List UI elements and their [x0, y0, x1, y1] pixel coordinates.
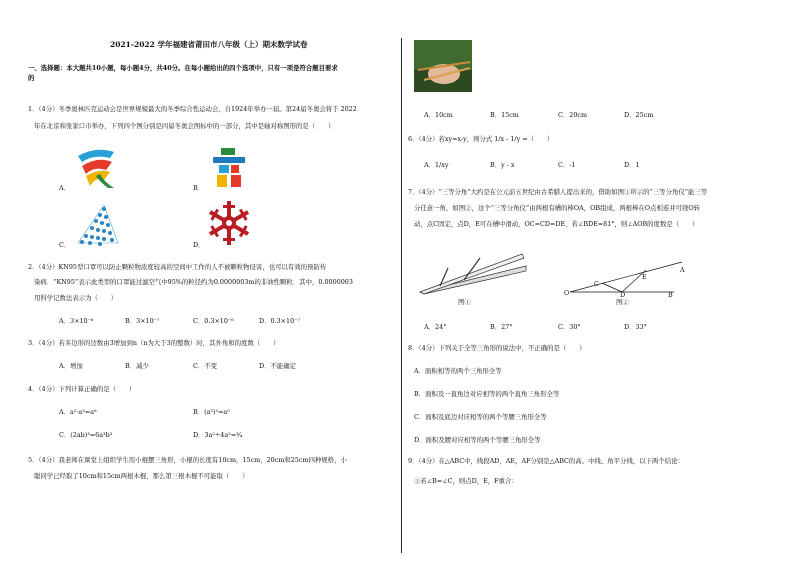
q5-line-1: 5．（4分）我老师在课堂上组织学生用小棍摆三角形，小棍的长度有10cm，15cm，20cm和25cm四种规格，小 — [28, 456, 347, 464]
q2-line-2: 染病．“KN95”表示此类型的口罩能过滤空气中95%的粒径约为0.0000003m的非油性颗粒．其中，0.0000003 — [34, 278, 353, 286]
q6-option-b: B．y - x — [490, 161, 515, 169]
q2-line-1: 2．（4分）KN95型口罩可以防止颗粒物浓度较高的空间中工作的人不被颗粒物侵害，也可以有效的预防传 — [28, 263, 327, 271]
q8-option-b: B．面积及一直角边对应相等的两个直角三角形全等 — [414, 390, 560, 398]
q9-line-2: ①若∠B=∠C，则点D，E，F重合： — [414, 477, 518, 485]
q3-line-1: 3．（4分）若多边形的边数由3增加到n（n为大于3的整数）时，其外角和的度数（ ） — [28, 339, 280, 347]
q2-option-c: C．0.3×10⁻⁶ — [193, 317, 234, 325]
q6-line-1: 6．（4分）若xy=x-y，则分式 1/x - 1/y =（ ） — [408, 135, 554, 143]
q4-option-b: B．(a³)²=a⁵ — [193, 408, 230, 416]
q2-option-b: B．3×10⁻⁷ — [125, 317, 160, 325]
q5-option-c: C．20cm — [558, 111, 588, 119]
q7-line-2: 分任意一角，如图②，这个“三等分角仪”由两根有槽的棒OA，OB组成，两根棒在O点相连并可绕O转 — [414, 204, 701, 212]
section-1-heading: 一、选择题：本大题共10小题，每小题4分，共40分。在每小题给出的四个选项中，只有一项是符合题目要求 — [28, 64, 338, 72]
point-label-e: E — [642, 273, 647, 281]
q4-option-c: C．(2ab)³=6a³b³ — [59, 431, 113, 439]
q5-option-d: D．25cm — [624, 111, 654, 119]
olympic-logo-inukshuk-image — [211, 146, 247, 190]
q3-option-c: C．不变 — [193, 362, 218, 370]
q9-line-1: 9．（4分）在△ABC中，线段AD，AE，AF分别是△ABC的高、中线、角平分线，以下两个结论： — [408, 457, 684, 465]
q5-line-2: 聪同学已经取了10cm和15cm两根木棍，那么第三根木棍不可能取（ ） — [34, 472, 249, 480]
q8-option-d: D．面积及腰对应相等的两个等腰三角形全等 — [414, 436, 541, 444]
q1-line-1: 1．（4分）冬季奥林匹克运动会是世界规模最大的冬季综合性运动会，自1924年举办一届。第24届冬奥会将于 2022 — [28, 105, 357, 113]
trisection-device-figure — [418, 250, 530, 296]
q8-option-a: A．面积相等的两个三角形全等 — [414, 367, 502, 375]
q7-option-a: A．24° — [424, 323, 447, 331]
point-label-o: O — [564, 289, 570, 297]
q2-line-3: 用科学记数法表示为（ ） — [34, 294, 118, 302]
q1-option-a: A． — [59, 184, 71, 192]
q6-option-a: A．1/xy — [424, 161, 449, 169]
q1-option-d: D． — [193, 241, 205, 249]
q6-option-d: D．1 — [624, 161, 640, 169]
exam-title: 2021-2022 学年福建省莆田市八年级（上）期末数学试卷 — [110, 40, 308, 49]
q2-option-a: A．3×10⁻⁶ — [59, 317, 94, 325]
q7-option-d: D．33° — [624, 323, 647, 331]
olympic-logo-snowflake-red-image — [206, 200, 252, 246]
q8-line-1: 8．（4分）下列关于全等三角形的说法中，不正确的是（ ） — [408, 344, 586, 352]
point-label-c: C — [594, 280, 599, 288]
q8-option-c: C．面积及底边对应相等的两个等腰三角形全等 — [414, 413, 547, 421]
point-label-b: B — [668, 291, 673, 299]
q3-option-b: B．减少 — [125, 362, 149, 370]
point-label-d: D — [620, 291, 626, 299]
q4-option-a: A．a²·a³=a⁶ — [59, 408, 97, 416]
q5-option-a: A．10cm — [424, 111, 453, 119]
q1-line-2: 年在北京和张家口市举办，下列四个图分别是四届冬奥会图标中的一部分，其中是轴对称图形的是（ ） — [34, 122, 335, 130]
point-label-a: A — [680, 266, 685, 274]
column-divider — [401, 38, 402, 553]
q3-option-a: A．增加 — [59, 362, 83, 370]
olympic-logo-ribbon-image — [74, 146, 118, 190]
q1-option-c: C． — [59, 241, 71, 249]
q7-line-1: 7．（4分）“三等分角”大约是在公元前五世纪由古希腊人提出来的，借助如图①所示的“三等分角仪”能三等 — [408, 188, 708, 196]
figure-2-caption: 图② — [616, 298, 629, 306]
q7-option-c: C．30° — [558, 323, 581, 331]
q5-option-b: B．15cm — [490, 111, 519, 119]
olympic-logo-snowflake-grid-image — [74, 203, 122, 247]
hand-with-sticks-photo — [414, 40, 472, 92]
figure-1-caption: 图① — [458, 298, 471, 306]
q3-option-d: D．不能确定 — [259, 362, 297, 370]
q7-option-b: B．27° — [490, 323, 513, 331]
q4-line-1: 4．（4分）下列计算正确的是（ ） — [28, 385, 136, 393]
q1-option-b: B． — [193, 184, 205, 192]
q7-line-3: 动，点C固定，点D，E可在槽中滑动，OC=CD=DE，若∠BDE=81°，则∠AOB的度数是（ ） — [414, 220, 699, 228]
q4-option-d: D．3a²÷4a²=³⁄₄ — [193, 431, 243, 439]
q6-option-c: C．-1 — [558, 161, 576, 169]
q2-option-d: D．0.3×10⁻⁷ — [259, 317, 301, 325]
section-1-heading-cont: 的 — [28, 74, 35, 82]
